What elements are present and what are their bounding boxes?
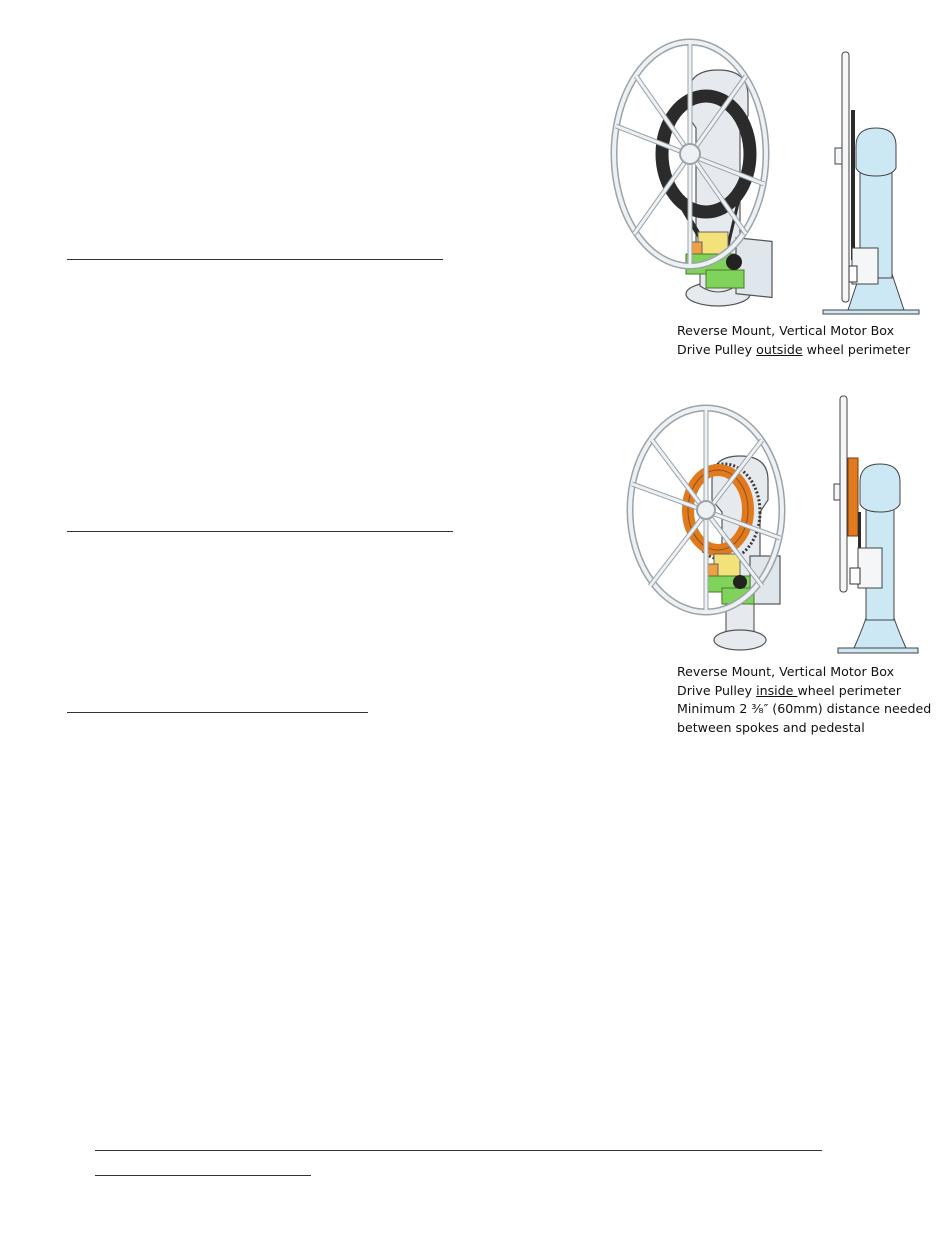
caption-text: Drive Pulley bbox=[677, 682, 757, 698]
wheel-side bbox=[840, 396, 847, 592]
caption-underlined-text: outside bbox=[756, 341, 803, 357]
figure-1-isometric-wheel-illustration bbox=[606, 36, 806, 316]
caption-text: Reverse Mount, Vertical Motor Box bbox=[677, 323, 895, 338]
figure-2-caption bbox=[677, 663, 931, 737]
blank-line-3 bbox=[67, 712, 368, 713]
caption-text: Minimum 2 ³⁄₈″ (60mm) distance needed bbox=[677, 701, 932, 716]
caption-text: Drive Pulley bbox=[677, 341, 757, 357]
caption-line bbox=[677, 322, 910, 341]
caption-text: wheel perimeter bbox=[802, 341, 911, 357]
caption-underlined-text: inside bbox=[756, 682, 798, 698]
figure-1-caption bbox=[677, 322, 910, 359]
caption-text: between spokes and pedestal bbox=[677, 719, 865, 735]
blank-line-1 bbox=[67, 259, 443, 260]
caption-line bbox=[677, 719, 931, 738]
wheel-side bbox=[842, 52, 849, 302]
pulley-side bbox=[848, 458, 858, 536]
caption-text: Reverse Mount, Vertical Motor Box bbox=[677, 664, 895, 679]
caption-line bbox=[677, 341, 910, 360]
steering-wheel bbox=[614, 42, 766, 266]
figure-2-side-view bbox=[824, 392, 920, 658]
figure-1-side-view bbox=[820, 48, 924, 318]
blank-line-2 bbox=[67, 531, 453, 532]
caption-line bbox=[677, 700, 931, 719]
blank-line-4 bbox=[95, 1150, 822, 1151]
figure-2-isometric-wheel-illustration bbox=[622, 400, 818, 658]
motor-box-side bbox=[858, 548, 882, 588]
caption-line bbox=[677, 682, 931, 701]
caption-line bbox=[677, 663, 931, 682]
blank-line-5 bbox=[95, 1175, 311, 1176]
caption-text: wheel perimeter bbox=[797, 682, 902, 698]
drive-pulley bbox=[733, 575, 747, 589]
drive-pulley bbox=[726, 254, 742, 270]
